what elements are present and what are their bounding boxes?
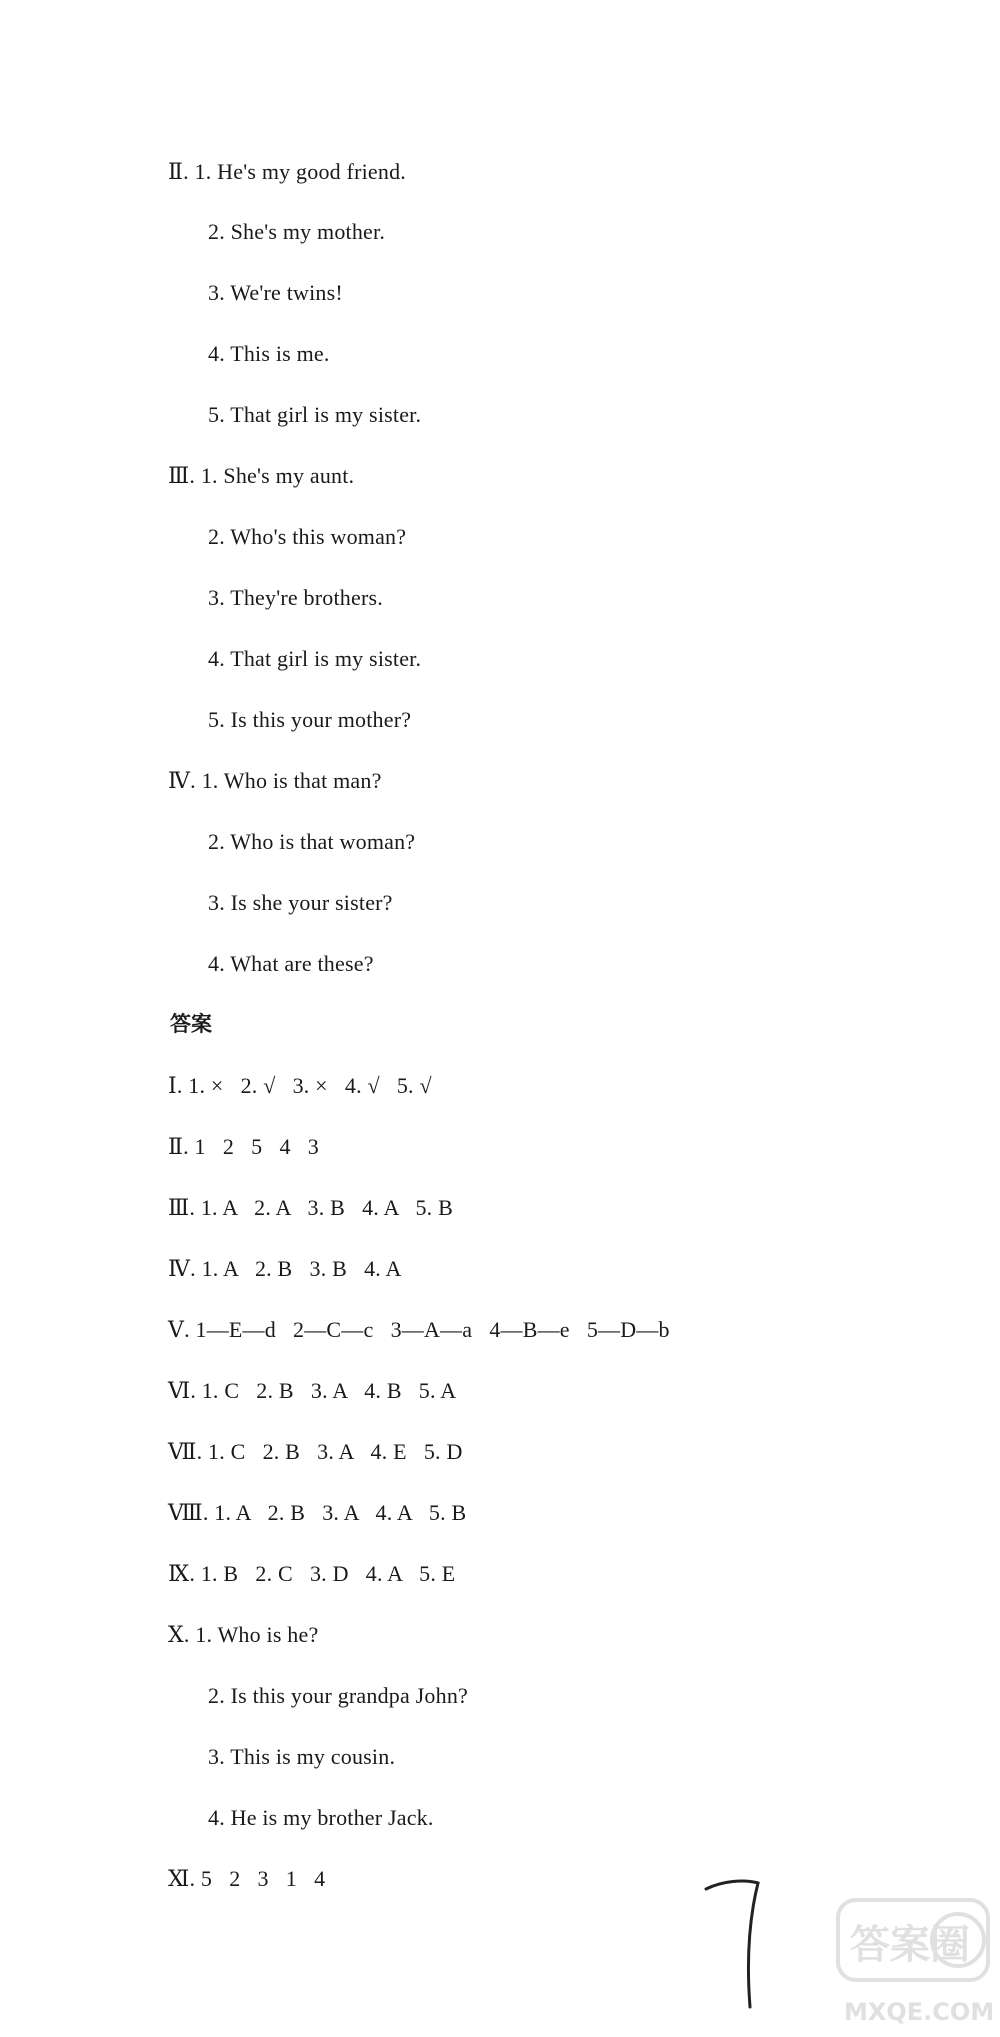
section-2-item-4: 4. This is me. [208,341,330,366]
section-3-item-4: 4. That girl is my sister. [208,646,422,671]
answer-row-2: Ⅱ. 1 2 5 4 3 [168,1134,319,1159]
section-3-item-1: Ⅲ. 1. She's my aunt. [168,463,355,488]
section-4-item-1: Ⅳ. 1. Who is that man? [168,768,382,793]
section-2-item-2: 2. She's my mother. [208,219,386,244]
section-3-item-2: 2. Who's this woman? [208,524,407,549]
handwritten-seven-mark [700,1875,780,2015]
answer-row-7: Ⅶ. 1. C 2. B 3. A 4. E 5. D [168,1439,463,1464]
answer-row-9: Ⅸ. 1. B 2. C 3. D 4. A 5. E [168,1561,456,1586]
watermark-text: 答案圈 [850,1922,970,1968]
section-3-item-5: 5. Is this your mother? [208,707,412,732]
answer-row-4: Ⅳ. 1. A 2. B 3. B 4. A [168,1256,402,1281]
section-4-item-4: 4. What are these? [208,951,374,976]
answers-heading: 答案 [170,1012,212,1036]
watermark-url: MXQE.COM [844,1998,995,2026]
section-3-item-3: 3. They're brothers. [208,585,383,610]
answer-row-5: Ⅴ. 1—E—d 2—C—c 3—A—a 4—B—e 5—D—b [168,1317,670,1342]
section-4-item-2: 2. Who is that woman? [208,829,416,854]
answer-row-10-item-3: 3. This is my cousin. [208,1744,396,1769]
answer-row-6: Ⅵ. 1. C 2. B 3. A 4. B 5. A [168,1378,457,1403]
answer-row-1: Ⅰ. 1. × 2. √ 3. × 4. √ 5. √ [168,1073,432,1098]
section-2-item-1: Ⅱ. 1. He's my good friend. [168,159,406,184]
answer-row-10-item-4: 4. He is my brother Jack. [208,1805,434,1830]
answer-row-10-item-1: Ⅹ. 1. Who is he? [168,1622,319,1647]
answer-row-3: Ⅲ. 1. A 2. A 3. B 4. A 5. B [168,1195,453,1220]
section-2-item-3: 3. We're twins! [208,280,343,305]
answer-row-11: Ⅺ. 5 2 3 1 4 [168,1866,326,1891]
answer-row-10-item-2: 2. Is this your grandpa John? [208,1683,468,1708]
watermark-logo [830,1880,1000,2030]
answer-row-8: Ⅷ. 1. A 2. B 3. A 4. A 5. B [168,1500,467,1525]
section-2-item-5: 5. That girl is my sister. [208,402,422,427]
section-4-item-3: 3. Is she your sister? [208,890,393,915]
